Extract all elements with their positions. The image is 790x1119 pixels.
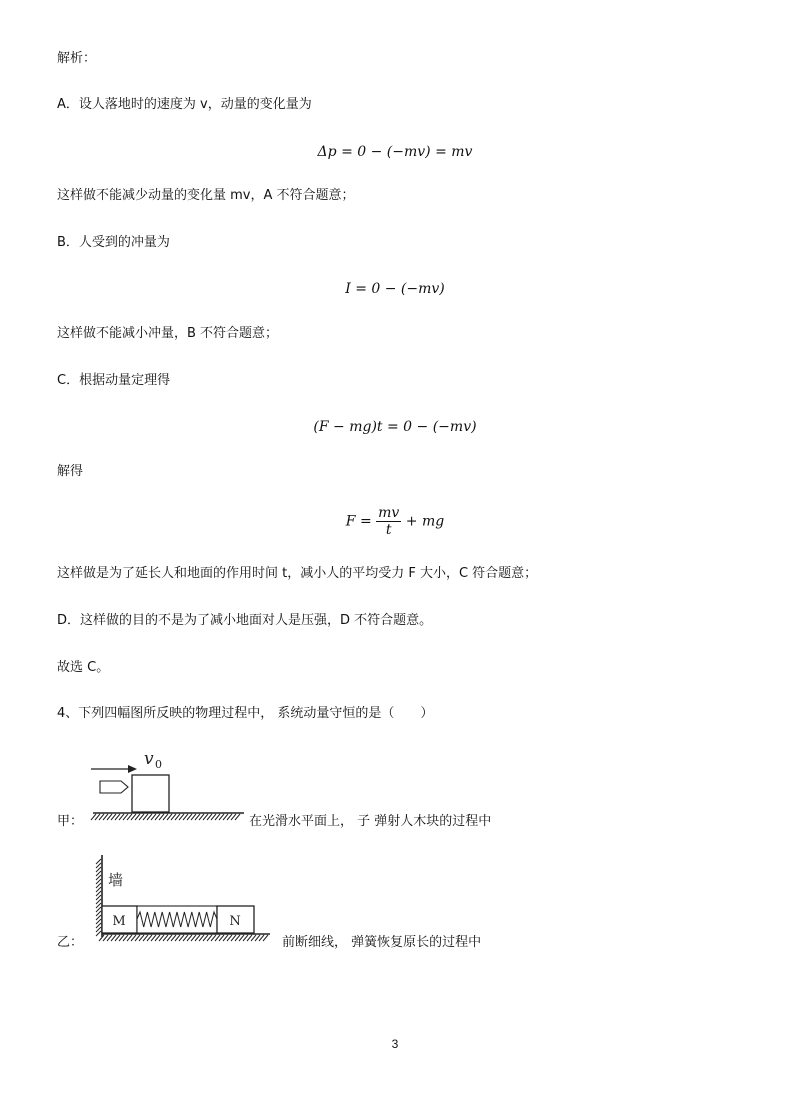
fraction bbox=[376, 505, 401, 538]
answer-text: 故选 C。 bbox=[57, 660, 110, 675]
figure-b-caption: 前断细线， 弹簧恢复原长的过程中 bbox=[282, 935, 482, 950]
velocity-subscript: 0 bbox=[155, 758, 162, 771]
option-a-conclusion: 这样做不能减少动量的变化量 mv，A 不符合题意； bbox=[57, 188, 355, 203]
equation-solved bbox=[0, 505, 790, 538]
fraction-numerator: mv bbox=[378, 505, 400, 521]
block-m-label: M bbox=[112, 914, 126, 929]
question-4-stem: 4、下列四幅图所反映的物理过程中， 系统动量守恒的是（ ） bbox=[57, 706, 434, 721]
wood-block bbox=[132, 775, 169, 812]
equation-a: Δp = 0 − (−mv) = mv bbox=[317, 144, 473, 160]
surface-hatching bbox=[91, 814, 240, 820]
bullet bbox=[100, 781, 128, 793]
option-b-text: B．人受到的冲量为 bbox=[57, 235, 170, 250]
figure-a-diagram bbox=[88, 748, 248, 830]
figure-a-label: 甲： bbox=[57, 814, 84, 829]
block-n-label: N bbox=[229, 914, 241, 929]
wall-label: 墙 bbox=[108, 871, 124, 889]
arrow-head bbox=[128, 765, 137, 773]
figure-b-diagram bbox=[94, 853, 274, 943]
option-d-text: D．这样做的目的不是为了减小地面对人是压强，D 不符合题意。 bbox=[57, 613, 433, 628]
floor-hatching bbox=[99, 935, 268, 941]
eq-rhs: + mg bbox=[405, 513, 445, 530]
analysis-label: 解析： bbox=[57, 51, 97, 66]
velocity-symbol: v bbox=[144, 749, 154, 769]
solve-label: 解得 bbox=[57, 464, 84, 479]
option-a-text: A．设人落地时的速度为 v，动量的变化量为 bbox=[57, 97, 312, 112]
figure-b-label: 乙： bbox=[57, 935, 84, 950]
eq-lhs: F = bbox=[345, 513, 372, 530]
option-b-conclusion: 这样做不能减小冲量，B 不符合题意； bbox=[57, 326, 279, 341]
figure-a-caption: 在光滑水平面上， 子 弹射人木块的过程中 bbox=[249, 814, 492, 829]
option-c-conclusion: 这样做是为了延长人和地面的作用时间 t，减小人的平均受力 F 大小，C 符合题意； bbox=[57, 566, 538, 581]
equation-b: I = 0 − (−mv) bbox=[345, 281, 445, 297]
fraction-denominator: t bbox=[385, 522, 392, 538]
page-number: 3 bbox=[391, 1037, 399, 1051]
equation-c: (F − mg)t = 0 − (−mv) bbox=[313, 419, 477, 435]
option-c-text: C．根据动量定理得 bbox=[57, 373, 171, 388]
wall-hatching bbox=[96, 859, 101, 936]
